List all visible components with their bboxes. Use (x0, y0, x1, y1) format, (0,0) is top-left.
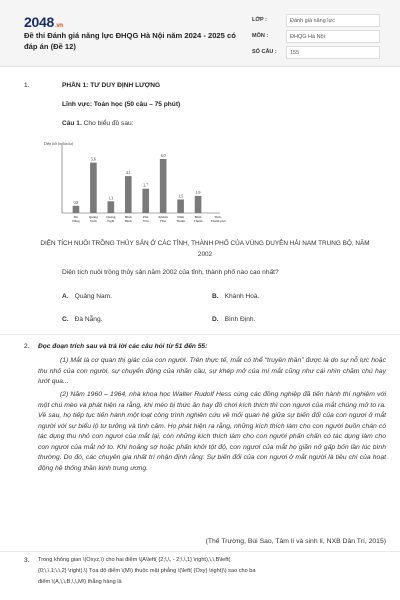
question-number: 1. (24, 82, 30, 89)
passage-paragraph-1: (1) Mắt là cơ quan thị giác của con người. Trên thực tế, mắt có thể “truyền thần” được là do sự nỗ lực hoặc thu nhỏ của con người, sự chuyển động của nhãn cầu, sự khép mở của mí mắt cũng như cái nhìn chăm chú hay lướt qua... (38, 357, 386, 385)
chart-bar (90, 163, 97, 213)
meta-subject-key: MÔN : (252, 33, 269, 39)
option-a-letter: A. (62, 293, 69, 300)
option-a-text: Quảng Nam. (74, 293, 112, 300)
option-c-letter: C. (62, 316, 69, 323)
question-2-heading: Đọc đoạn trích sau và trả lời các câu hỏi từ 51 đến 55: (38, 343, 208, 350)
chart-value-label: 2,7 (143, 183, 149, 188)
meta-subject-value: ĐHQG Hà Nội (286, 30, 380, 43)
meta-count-value: 155 (286, 46, 380, 59)
option-d-letter: D. (212, 316, 219, 323)
option-c[interactable] (62, 316, 102, 323)
chart-category-label: Quảng Nam (88, 215, 99, 224)
part-heading: PHẦN 1: TƯ DUY ĐỊNH LƯỢNG (62, 82, 161, 89)
logo-tld: .vn (54, 23, 63, 29)
bar-chart (44, 142, 224, 234)
option-b-letter: B. (212, 293, 219, 300)
question-3-line-2: {0;\,\,1;\,\,2} \right).\) Tọa độ điểm \(M\) thuộc mặt phẳng \(\left( {Oxy} \right)\) sao cho ba (38, 568, 256, 574)
question-prompt: Diện tích nuôi trồng thủy sản năm 2002 của tỉnh, thành phố nào cao nhất? (62, 269, 279, 276)
chart-value-label: 6,0 (160, 154, 166, 158)
page-header (0, 0, 400, 67)
passage-paragraph-2: (2) Năm 1960 – 1964, nhà khoa học Walter Rudolf Hess cùng các đồng nghiệp đã tiến hành thí nghiệm với một chú mèo và phát hiện ra rằng, khi mèo bị thức ăn hay đồ chơi kích thích thì con ngươi của mắt chúng mở to ra. Về sau, họ tiếp tục tiến hành một loạt công trình nghiên cứu về mối quan hệ giữa sự biến đổi của con ngươi ở mắt người với sự biểu lộ tư tưởng và tình cảm. Họ phát hiện ra rằng, những kích thích làm cho con người buồn chán có tác dụng thu nhỏ con ngươi của mắt lại, còn những kích thích làm cho con người phấn chấn có tác dụng làm cho con ngươi của mắt nở to. Khi hoảng sợ hoặc phấn khởi tột độ, con ngươi của mắt họ giãn nở gấp bốn lần lúc bình thường. Do đó, các chuyên gia nhất trí nhận định rằng: Sự biến đổi của con ngươi ở mắt người là tiêu chí của hoạt động hệ thống thần kinh trung ương. (38, 391, 386, 472)
logo-text: 2048 (24, 14, 54, 30)
divider (0, 334, 400, 335)
meta-subject-row (252, 30, 382, 44)
chart-category-label: Ninh Thuận (176, 215, 186, 224)
chart-bar (125, 176, 132, 213)
meta-count-key: SỐ CÂU : (252, 49, 277, 55)
chart-value-label: 0,8 (73, 200, 79, 205)
meta-class-key: LỚP : (252, 17, 267, 23)
chart-value-label: 4,1 (125, 171, 131, 176)
question-3-line-3: điểm \(A,\,\,B,\,\,M\) thẳng hàng là (38, 579, 122, 585)
chart-svg (44, 142, 224, 234)
chart-bar (108, 201, 115, 213)
field-heading: Lĩnh vực: Toán học (50 câu – 75 phút) (62, 101, 181, 108)
chart-category-label: Phú Yên (142, 215, 149, 224)
question-line (62, 120, 134, 127)
chart-bar (73, 206, 80, 213)
chart-bar (142, 189, 149, 213)
chart-caption: DIỆN TÍCH NUÔI TRỒNG THỦY SẢN Ở CÁC TỈNH, THÀNH PHỐ CỦA VÙNG DUYÊN HẢI NAM TRUNG BỘ, NĂM 2002 (40, 240, 370, 258)
chart-x-end-label: Tỉnh, Thành phố (210, 215, 226, 224)
question-intro: Cho biểu đồ sau: (83, 120, 134, 127)
question-2-number: 2. (24, 343, 30, 350)
chart-bar (177, 200, 184, 214)
chart-value-label: 1,9 (195, 190, 201, 195)
chart-category-label: Khánh Hòa (158, 215, 168, 224)
meta-count-row (252, 46, 382, 60)
divider (0, 551, 400, 552)
option-d-text: Bình Định. (224, 316, 256, 323)
option-b-text: Khánh Hoà. (224, 293, 260, 300)
question-label: Câu 1. (62, 120, 82, 127)
chart-bar (195, 196, 202, 213)
chart-category-label: Đà Nẵng (72, 215, 80, 224)
meta-class-value: Đánh giá năng lực (286, 14, 380, 27)
meta-class-row (252, 14, 382, 28)
exam-title: Đề thi Đánh giá năng lực ĐHQG Hà Nội năm 2024 - 2025 có đáp án (Đề 12) (24, 31, 236, 51)
chart-bar (160, 159, 167, 213)
chart-category-label: Bình Định (124, 215, 132, 224)
option-c-text: Đà Nẵng. (74, 316, 103, 323)
chart-ylabel: Diện tích (nghìn ha) (44, 142, 74, 146)
site-logo[interactable] (24, 14, 63, 30)
option-d[interactable] (212, 316, 255, 323)
question-3-line-1: Trong không gian \(Oxyz,\) cho hai điểm \(A\left( {2;\,\, - 2;\,\,1} \right),\,\,B\left( (38, 557, 231, 563)
passage-source: (Thế Trường, Bùi Sao, Tâm lí và sinh lí, NXB Dân Trí, 2015) (205, 538, 386, 545)
option-b[interactable] (212, 293, 259, 300)
question-3-number: 3. (24, 557, 30, 564)
option-a[interactable] (62, 293, 112, 300)
chart-value-label: 5,6 (91, 157, 96, 162)
chart-value-label: 1,5 (178, 194, 183, 199)
chart-value-label: 1,3 (108, 196, 114, 201)
chart-category-label: Quảng Ngãi (106, 215, 116, 224)
chart-category-label: Bình Thuận (193, 215, 203, 224)
